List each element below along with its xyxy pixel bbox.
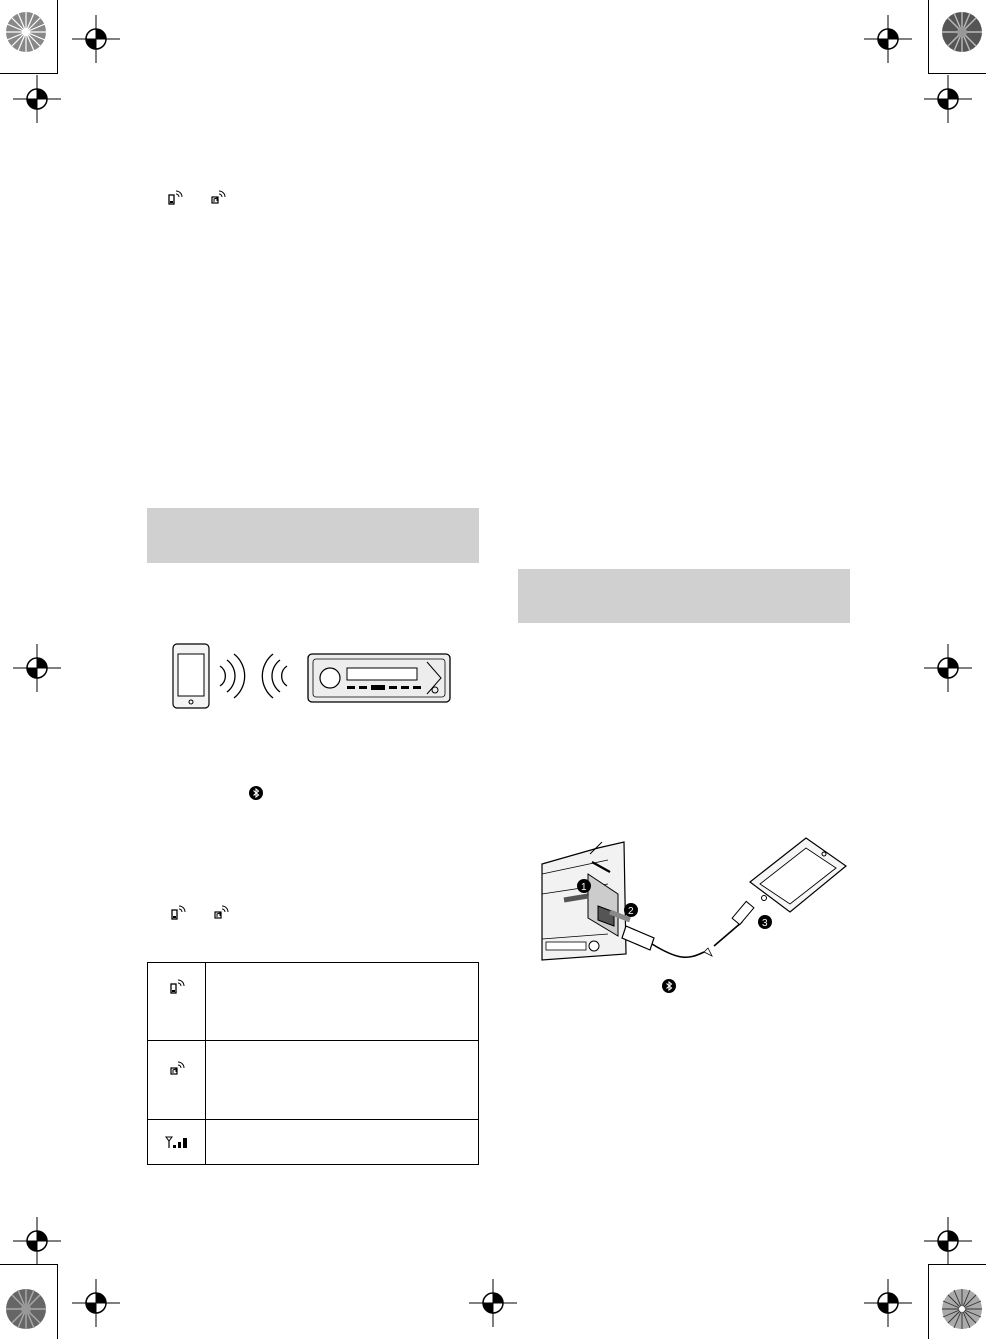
color-wheel-icon <box>940 1287 984 1331</box>
registration-mark <box>469 1279 517 1327</box>
usb-connection-illustration <box>538 834 850 966</box>
status-icon-table <box>147 962 479 1165</box>
registration-mark <box>924 1217 972 1265</box>
registration-mark <box>72 15 120 63</box>
crop-line <box>57 0 58 74</box>
crop-line <box>57 1264 58 1339</box>
svg-text:2: 2 <box>628 906 634 917</box>
crop-line <box>928 73 986 74</box>
table-row <box>148 1041 479 1120</box>
registration-mark <box>13 644 61 692</box>
table-text-cell <box>206 1120 479 1165</box>
crop-line <box>928 0 929 74</box>
registration-mark <box>864 15 912 63</box>
registration-mark <box>924 75 972 123</box>
crop-line <box>0 73 58 74</box>
table-row <box>148 963 479 1041</box>
registration-mark <box>72 1279 120 1327</box>
bluetooth-icon <box>249 786 263 800</box>
registration-mark <box>924 644 972 692</box>
mobile-phone-signal-icon <box>167 189 183 205</box>
color-wheel-icon <box>940 10 984 54</box>
registration-mark <box>13 1217 61 1265</box>
section-header-bar <box>147 508 479 563</box>
phone-to-stereo-illustration <box>165 640 455 715</box>
audio-stream-icon <box>213 904 229 920</box>
mobile-phone-signal-icon <box>169 978 185 994</box>
audio-stream-icon <box>169 1060 185 1076</box>
mobile-phone-signal-icon <box>170 904 186 920</box>
table-text-cell <box>206 963 479 1041</box>
table-row <box>148 1120 479 1165</box>
crop-line <box>928 1264 929 1339</box>
color-wheel-icon <box>4 1287 48 1331</box>
table-icon-cell <box>148 963 206 1041</box>
table-icon-cell <box>148 1041 206 1120</box>
audio-stream-icon <box>210 189 226 205</box>
table-icon-cell <box>148 1120 206 1165</box>
registration-mark <box>13 75 61 123</box>
table-text-cell <box>206 1041 479 1120</box>
bluetooth-icon <box>662 979 676 993</box>
svg-text:3: 3 <box>762 918 768 929</box>
signal-strength-icon <box>165 1135 189 1149</box>
registration-mark <box>864 1279 912 1327</box>
section-header-bar <box>518 569 850 623</box>
color-wheel-icon <box>4 10 48 54</box>
svg-text:1: 1 <box>581 882 587 893</box>
